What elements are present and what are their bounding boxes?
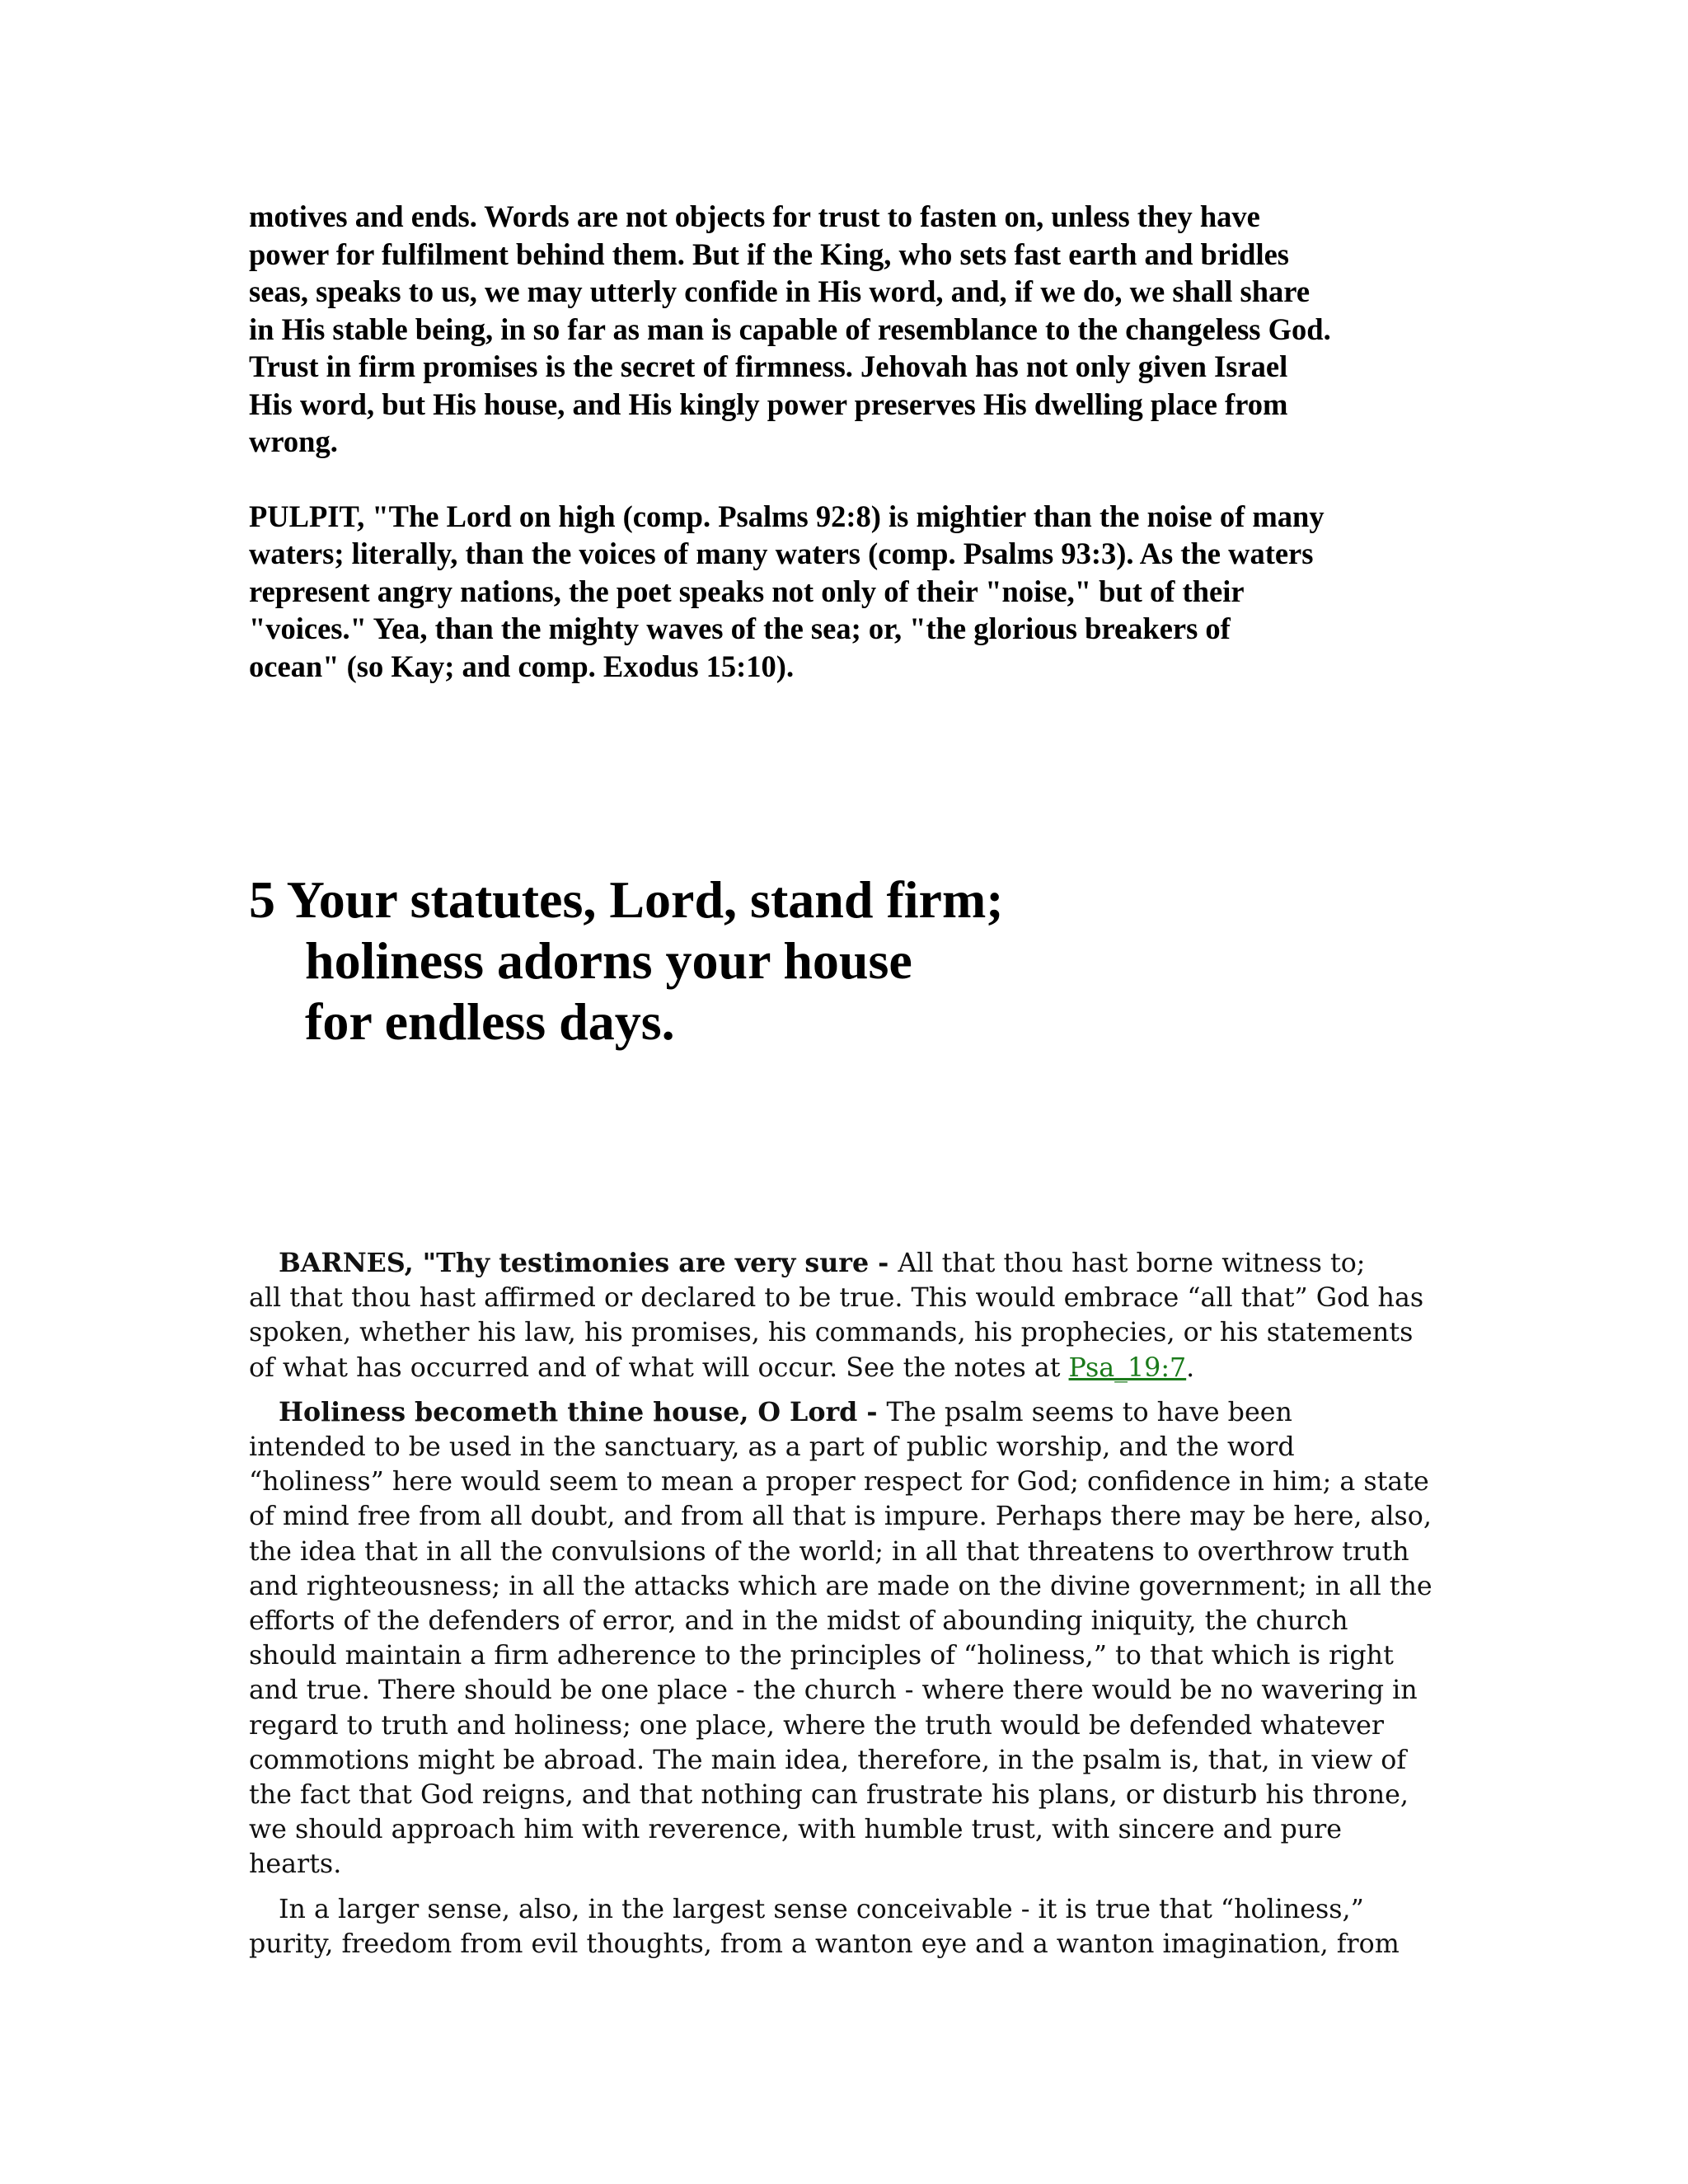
text-span: In a larger sense, also, in the largest sense conceivable - it is true that “holiness,” <box>279 1894 1364 1924</box>
text-line: regard to truth and holiness; one place, where the truth would be defended whatever <box>249 1710 1385 1741</box>
verse-line: for endless days. <box>305 992 675 1051</box>
text-line: the idea that in all the convulsions of the world; in all that threatens to overthrow truth <box>249 1536 1409 1567</box>
text-line: all that thou hast affirmed or declared to be true. This would embrace “all that” God has <box>249 1283 1424 1314</box>
verse-heading <box>249 869 1436 1052</box>
verse-line: holiness adorns your house <box>305 931 912 990</box>
barnes-commentary <box>249 1246 1436 1961</box>
text-line: intended to be used in the sanctuary, as a part of public worship, and the word <box>249 1432 1295 1463</box>
barnes-paragraph <box>249 1246 1436 1385</box>
text-line: we should approach him with reverence, with humble trust, with sincere and pure <box>249 1815 1343 1845</box>
text-line: Trust in firm promises is the secret of firmness. Jehovah has not only given Israel <box>249 349 1288 383</box>
page-content <box>249 198 1436 1971</box>
text-line: motives and ends. Words are not objects for trust to fasten on, unless they have <box>249 199 1260 233</box>
pulpit-paragraph <box>249 498 1436 686</box>
text-line: represent angry nations, the poet speaks not only of their "noise," but of their <box>249 574 1245 608</box>
lead-phrase: BARNES, "Thy testimonies are very sure - <box>279 1248 898 1278</box>
text-span: of what has occurred and of what will occur. See the notes at <box>249 1352 1069 1383</box>
text-line: power for fulfilment behind them. But if the King, who sets fast earth and bridles <box>249 237 1289 271</box>
text-line: ocean" (so Kay; and comp. Exodus 15:10). <box>249 649 795 683</box>
lead-phrase: Holiness becometh thine house, O Lord - <box>279 1396 887 1427</box>
text-line: commotions might be abroad. The main idea, therefore, in the psalm is, that, in view of <box>249 1745 1407 1775</box>
text-line: purity, freedom from evil thoughts, from a wanton eye and a wanton imagination, from <box>249 1929 1400 1959</box>
text-line: and true. There should be one place - the church - where there would be no wavering in <box>249 1675 1418 1706</box>
commentary-paragraph <box>249 198 1436 461</box>
text-line: "voices." Yea, than the mighty waves of the sea; or, "the glorious breakers of <box>249 612 1231 645</box>
text-line: wrong. <box>249 424 338 458</box>
text-line: and righteousness; in all the attacks which are made on the divine government; in all the <box>249 1571 1432 1601</box>
text-line: should maintain a firm adherence to the principles of “holiness,” to that which is right <box>249 1641 1394 1671</box>
text-line <box>249 1351 1436 1385</box>
text-line: hearts. <box>249 1849 342 1880</box>
text-line: PULPIT, "The Lord on high (comp. Psalms 92:8) is mightier than the noise of many <box>249 499 1325 533</box>
text-line: seas, speaks to us, we may utterly confide in His word, and, if we do, we shall share <box>249 274 1311 308</box>
text-line: waters; literally, than the voices of many waters (comp. Psalms 93:3). As the waters <box>249 537 1314 570</box>
text-line: spoken, whether his law, his promises, his commands, his prophecies, or his statements <box>249 1318 1414 1348</box>
barnes-paragraph <box>249 1892 1436 1961</box>
barnes-paragraph <box>249 1395 1436 1882</box>
text-line: His word, but His house, and His kingly power preserves His dwelling place from <box>249 387 1288 421</box>
text-line: “holiness” here would seem to mean a proper respect for God; confidence in him; a state <box>249 1467 1429 1497</box>
text-span: . <box>1186 1352 1195 1383</box>
text-line: in His stable being, in so far as man is capable of resemblance to the changeless God. <box>249 312 1331 346</box>
text-span: All that thou hast borne witness to; <box>898 1249 1366 1278</box>
text-line: the fact that God reigns, and that nothing can frustrate his plans, or disturb his throne, <box>249 1780 1409 1811</box>
scripture-reference-link[interactable]: Psa_19:7 <box>1068 1352 1187 1383</box>
text-line: of mind free from all doubt, and from all that is impure. Perhaps there may be here, also, <box>249 1502 1432 1532</box>
text-line: efforts of the defenders of error, and in the midst of abounding iniquity, the church <box>249 1606 1348 1637</box>
text-span: The psalm seems to have been <box>886 1397 1292 1427</box>
verse-line: 5 Your statutes, Lord, stand firm; <box>249 870 1004 929</box>
